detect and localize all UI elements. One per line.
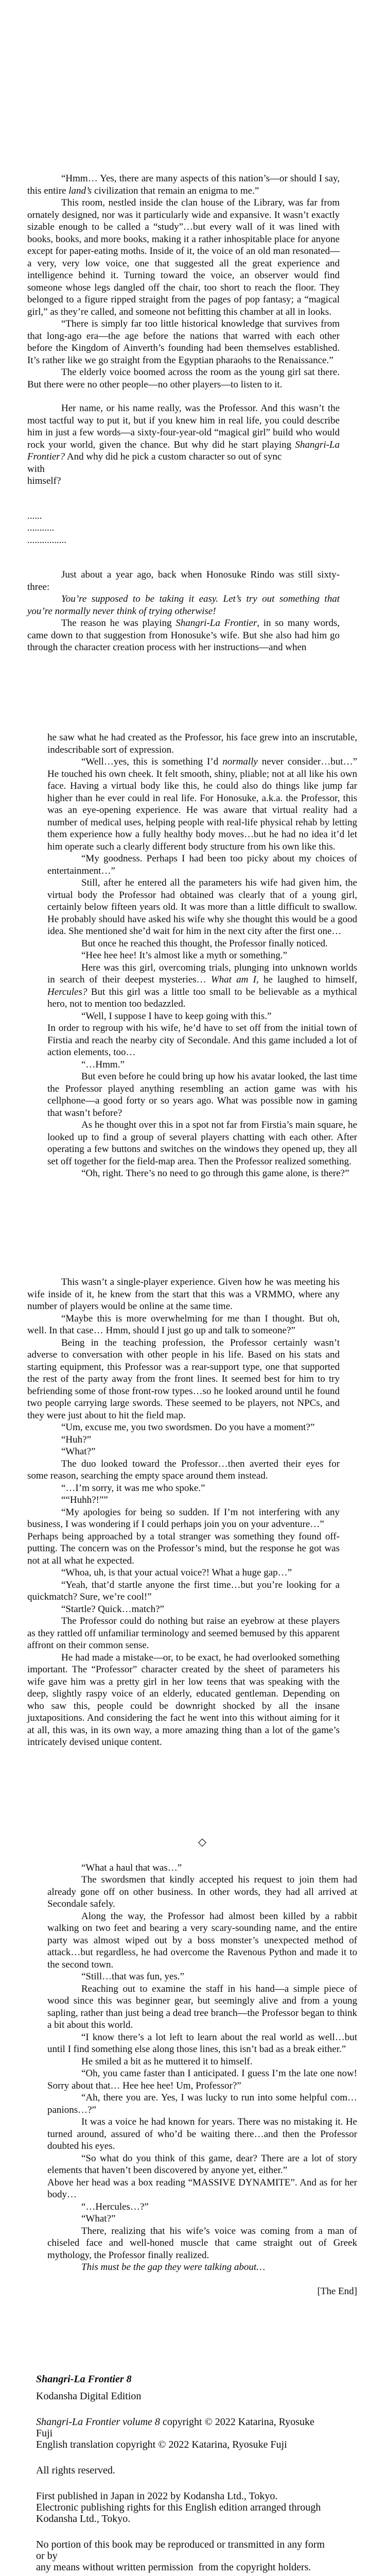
italic-text: What am I, — [210, 974, 259, 985]
text: civilization that remain an enigma to me.” — [92, 185, 259, 196]
text: This room, nestled inside the clan house of the Library, was far from ornately designed, nor was it particularly wide and expansive. It wasn’t exactly sizable enough to be called a “study”…but every wall of it was lined with books, books, and more books, making it a rather inhospitable place for anyone except for paper-eating moths. Inside of it, the voice of an old man resonated—a very, very low voice, one that suggested all the great experience and intelligence behind it. Turning toward the voice, an observer would find someone whose legs dangled off the chair, too short to reach the floor. They belonged to a figure ripped straight from the pages of pop fantasy; a “magical girl,” as they’re called, and someone not befitting this chamber at all in looks. — [27, 197, 340, 317]
text: with — [27, 463, 45, 474]
paragraph — [27, 569, 340, 593]
text: “Startle? Quick…match?” — [61, 1603, 164, 1615]
text: he saw what he had created as the Professor, his face grew into an inscrutable, indescribable sort of expression. — [47, 732, 357, 755]
text: Reaching out to examine the staff in his hand—a simple piece of wood since this was beginner gear, but seemingly alive and from a young sapling, rather than just being a dead tree branch—the Professor began to think a bit about this world. — [47, 1983, 357, 2030]
paragraph — [47, 1910, 357, 1971]
text: The swordsmen that kindly accepted his request to join them had already gone off on other business. In other words, they had all arrived at Secondale safely. — [47, 1874, 357, 1909]
text: First published in Japan in 2022 by Kodansha Ltd., Tokyo. — [36, 2490, 278, 2502]
paragraph — [47, 938, 357, 950]
text: Kodansha Ltd., Tokyo. — [36, 2513, 131, 2524]
paragraph — [27, 1652, 340, 1749]
text: himself? — [27, 476, 61, 486]
paragraph — [47, 2213, 357, 2225]
paragraph — [27, 1506, 340, 1567]
paragraph — [47, 2067, 357, 2092]
paragraph — [27, 1482, 340, 1495]
paragraph — [47, 732, 357, 756]
paragraph — [47, 2031, 357, 2056]
paragraph — [47, 756, 357, 853]
text: “…Hercules…?” — [81, 2201, 149, 2212]
text: It was a voice he had known for years. There was no mistaking it. He turned around, assured of who’d be waiting there…and then the Professor doubted his eyes. — [47, 2116, 357, 2151]
text: Her name, or his name really, was the Professor. And this wasn’t the most tactful way to put it, but if you knew him in real life, you could describe him in just a few words—a sixty-four-year-old “magical girl” build who would rock your world, given the chance. But why did he start playing — [27, 403, 340, 450]
text: This must be the gap they were talking about… — [81, 2262, 266, 2273]
paragraph — [27, 1615, 340, 1652]
paragraph — [27, 1446, 340, 1458]
text: “Well…yes, this is something I’d — [81, 756, 223, 767]
text: The duo looked toward the Professor…then averted their eyes for some reason, searching the empty space around them instead. — [27, 1458, 340, 1481]
text: “What a haul that was…” — [81, 1862, 182, 1873]
the-end-label — [47, 2285, 357, 2298]
paragraph — [47, 877, 357, 938]
text: Just about a year ago, back when Honosuke Rindo was still sixty-three: — [27, 569, 340, 592]
paragraph — [27, 197, 340, 318]
paragraph — [47, 1167, 357, 1180]
ellipsis-line — [27, 510, 340, 522]
paragraph — [47, 2201, 357, 2213]
page-4 — [47, 1836, 357, 2297]
paragraph — [27, 1458, 340, 1482]
text: No portion of this book may be reproduced or transmitted in any form or by — [36, 2539, 325, 2562]
text: “My apologies for being so sudden. If I’m not interfering with any business, I was wondering if I could perhaps join you on your adventure…” — [27, 1506, 340, 1530]
text: Shangri-La Frontier 8 — [36, 2374, 132, 2385]
text: Perhaps being approached by a total stranger was something they found off-putting. The concern was on the Professor’s mind, but the response he got was not at all what he expected. — [27, 1531, 340, 1566]
paragraph — [47, 2261, 357, 2274]
paragraph — [27, 1313, 340, 1337]
text: copyright © 2022 Katarina, Ryosuke Fuji — [36, 2416, 314, 2439]
text: He had made a mistake—or, to be exact, he had overlooked something important. The “Professor” character created by the sheet of parameters his wife gave him was a pretty girl in her low teens that was speaking with the deep, slightly raspy voice of an elderly, educated gentleman. Depending on who saw this, people could be downright shocked by all the insane juxtapositions. And considering the fact he went into this without aiming for it at all, this was, in its own way, a more amazing thing than a lot of the game’s intricately devised unique content. — [27, 1652, 340, 1748]
text: “Whoa, uh, is that your actual voice?! What a huge gap…” — [61, 1567, 292, 1578]
section-separator — [47, 1836, 357, 1849]
paragraph — [47, 2116, 357, 2153]
paragraph — [27, 1603, 340, 1616]
text: Electronic publishing rights for this English edition arranged through — [36, 2502, 321, 2513]
paragraph — [47, 1071, 357, 1119]
text: “Oh, right. There’s no need to go through this game alone, is there?” — [81, 1168, 349, 1179]
text: ““Huhh?!”” — [61, 1495, 108, 1505]
text: “Maybe this is more overwhelming for me than I thought. But oh, well. In that case… Hmm, should I just go up and talk to someone?” — [27, 1313, 340, 1336]
text: As he thought over this in a spot not far from Firstia’s main square, he looked up to find a group of several players chatting with each other. After operating a few buttons and switches on the windows they opened up, they all set off together for the field-map area. Then the Professor realized something. — [47, 1120, 357, 1167]
paragraph — [47, 1862, 357, 1874]
paragraph — [47, 2056, 357, 2068]
italic-text: Hercules? — [47, 986, 87, 997]
italic-text: Shangri-La Frontier? — [27, 439, 340, 462]
paragraph — [27, 402, 340, 487]
paragraph — [27, 318, 340, 366]
text: “Yeah, that’d startle anyone the first time…but you’re looking for a quickmatch? Sure, we’re cool!” — [27, 1579, 340, 1602]
text: Above her head was a box reading “MASSIVE DYNAMITE”. And as for her body… — [47, 2177, 357, 2200]
text: The elderly voice boomed across the room as the young girl sat there. But there were no other people—no other players—to listen to it. — [27, 367, 340, 390]
text: The reason he was playing — [61, 618, 176, 629]
text: “…I’m sorry, it was me who spoke.” — [61, 1482, 205, 1494]
paragraph — [47, 2092, 357, 2116]
text: Being in the teaching profession, the Professor certainly wasn’t adverse to conversation with other people in his life. Based on his stats and starting equipment, this Professor was a rear-support type, one that supported the rest of the party away from the front lines. It seemed best for him to try befriending some of those front-row types…so he looked around until he found two people carrying large swords. These seemed to be players, not NPCs, and they were just about to hit the field map. — [27, 1337, 340, 1421]
text: In order to regroup with his wife, he’d have to set off from the initial town of Firstia and reach the nearby city of Secondale. And this game included a lot of action elements, too… — [47, 1023, 357, 1058]
paragraph — [47, 1971, 357, 1983]
italic-text: normally — [222, 756, 258, 767]
text: The Professor could do nothing but raise an eyebrow at these players as they rattled off unfamiliar terminology and seemed bemused by this apparent affront on their common sense. — [27, 1616, 340, 1651]
text: “What?” — [61, 1446, 96, 1457]
text: But once he reached this thought, the Professor finally noticed. — [81, 938, 328, 949]
italic-text: Shangri-La Frontier — [176, 618, 257, 629]
paragraph — [47, 2225, 357, 2262]
colophon-edition — [36, 2391, 327, 2402]
text: “Oh, you came faster than I anticipated. I guess I’m the late one now! Sorry about that… Hee hee hee! Um, Professor?” — [47, 2068, 357, 2091]
colophon-permission — [36, 2539, 327, 2573]
text: ◇ — [198, 1836, 207, 1848]
text: [The End] — [317, 2285, 357, 2297]
text: “Hmm… Yes, there are many aspects of this nation’s—or should I say, this entire — [27, 173, 340, 196]
text: “My goodness. Perhaps I had been too picky about my choices of entertainment…” — [47, 853, 357, 876]
text: “Well, I suppose I have to keep going with this.” — [81, 1010, 272, 1022]
paragraph — [27, 173, 340, 197]
paragraph — [27, 1421, 340, 1434]
text: ................ — [27, 534, 66, 546]
text: “Hee hee hee! It’s almost like a myth or something.” — [81, 950, 287, 961]
text: Here was this girl, overcoming trials, plunging into unknown worlds in search of their deepest mysteries… — [47, 962, 357, 985]
paragraph — [27, 1276, 340, 1313]
text: All rights reserved. — [36, 2465, 115, 2476]
text: Kodansha Digital Edition — [36, 2391, 142, 2402]
paragraph — [47, 1010, 357, 1059]
text: “Um, excuse me, you two swordsmen. Do you have a moment?” — [61, 1422, 315, 1433]
text: “Ah, there you are. Yes, I was lucky to run into some helpful com…panions…?” — [47, 2092, 357, 2115]
text: he laughed to himself, — [258, 974, 357, 985]
text: You’re supposed to be taking it easy. Let’s try out something that you’re normally never think of trying otherwise! — [27, 594, 340, 617]
paragraph — [27, 1494, 340, 1506]
paragraph — [47, 2153, 357, 2201]
text: Along the way, the Professor had almost been killed by a rabbit walking on two feet and bearing a very scary-sounding name, and the entire party was almost wiped out by a boss monster’s unexpected method of attack…but regardless, he had overcome the Ravenous Python and made it to the second town. — [47, 1910, 357, 1970]
ellipsis-line — [27, 522, 340, 534]
paragraph — [27, 1337, 340, 1422]
italic-text: land’s — [68, 185, 92, 196]
text: “There is simply far too little historical knowledge that survives from that long-ago era—the age before the nations that warred with each other before the Kingdom of Ainverth’s founding had been themselves established. It’s rather like we go straight from the Egyptian pharaohs to the Renaissance.” — [27, 318, 340, 366]
paragraph — [27, 1567, 340, 1579]
paragraph — [47, 1119, 357, 1167]
text: never consider…but…” He touched his own cheek. It felt smooth, shiny, pliable; not at all like his own face. Having a virtual body like this, he could also do things like jump far higher than he ever could in real life. For Honosuke, a.k.a. the Professor, this was an eye-opening experience. He was aware that virtual reality had a number of medical uses, helping people with real-life physical rehab by letting them experience how a fully healthy body moves…but he had no idea it’d let him operate such a clearly different body structure from his own like this. — [47, 756, 357, 852]
text: This wasn’t a single-player experience. Given how he was meeting his wife inside of it, he knew from the start that this was a VRMMO, where any number of players would be online at the same time. — [27, 1277, 340, 1312]
text: ...... — [27, 510, 42, 521]
paragraph — [27, 593, 340, 617]
paragraph — [47, 853, 357, 877]
text: And why did he pick a custom character so out of sync — [65, 451, 282, 462]
text: “…Hmm.” — [81, 1059, 125, 1070]
text: “I know there’s a lot left to learn about the real world as well…but until I find something else along those lines, this isn’t bad as a break either.” — [47, 2031, 357, 2055]
text: , in so many words, came down to that suggestion from Honosuke’s wife. But she also had him go through the character creation process with her instructions—and when — [27, 618, 340, 653]
page-2 — [47, 732, 357, 1180]
paragraph — [47, 1983, 357, 2031]
text: “Still…that was fun, yes.” — [81, 1971, 184, 1982]
text: But this girl was a little too small to be believable as a mythical hero, not to mention too bedazzled. — [47, 986, 357, 1009]
text: Still, after he entered all the parameters his wife had given him, the virtual body the Professor had obtained was clearly that of a young girl, certainly below fifteen years old. It was more than a little difficult to swallow. He probably should have asked his wife why she thought this would be a good idea. She mentioned she’d wait for him in the next city after the first one… — [47, 877, 357, 937]
paragraph — [47, 1059, 357, 1071]
text: “What?” — [81, 2213, 116, 2224]
page-3 — [27, 1276, 340, 1749]
paragraph — [47, 950, 357, 962]
text: “Huh?” — [61, 1434, 92, 1445]
colophon-book-title — [36, 2374, 327, 2385]
colophon-rights — [36, 2465, 327, 2476]
text: “So what do you think of this game, dear? There are a lot of story elements that haven’t been discovered by anyone yet, either.” — [47, 2153, 357, 2176]
italic-text: Shangri-La Frontier volume 8 — [36, 2416, 160, 2428]
colophon-publication — [36, 2490, 327, 2524]
paragraph — [27, 366, 340, 391]
paragraph — [47, 1874, 357, 1910]
paragraph — [27, 617, 340, 654]
text: But even before he could bring up how his avatar looked, the last time the Professor played anything resembling an action game was with his cellphone—a good forty or so years ago. What was possible now in gaming that wasn’t before? — [47, 1071, 357, 1118]
colophon — [36, 2374, 327, 2576]
colophon-copyright — [36, 2416, 327, 2450]
paragraph — [47, 962, 357, 1010]
paragraph — [27, 1434, 340, 1446]
ellipsis-line — [27, 534, 340, 547]
text: English translation copyright © 2022 Katarina, Ryosuke Fuji — [36, 2439, 287, 2450]
page-1 — [27, 173, 340, 654]
paragraph — [27, 1579, 340, 1603]
text: There, realizing that his wife’s voice was coming from a man of chiseled face and well-honed muscle that came straight out of Greek mythology, the Professor finally realized. — [47, 2225, 357, 2261]
text: ........... — [27, 522, 55, 533]
text: any means without written permission from the copyright holders. — [36, 2562, 311, 2573]
text: He smiled a bit as he muttered it to himself. — [81, 2056, 253, 2067]
